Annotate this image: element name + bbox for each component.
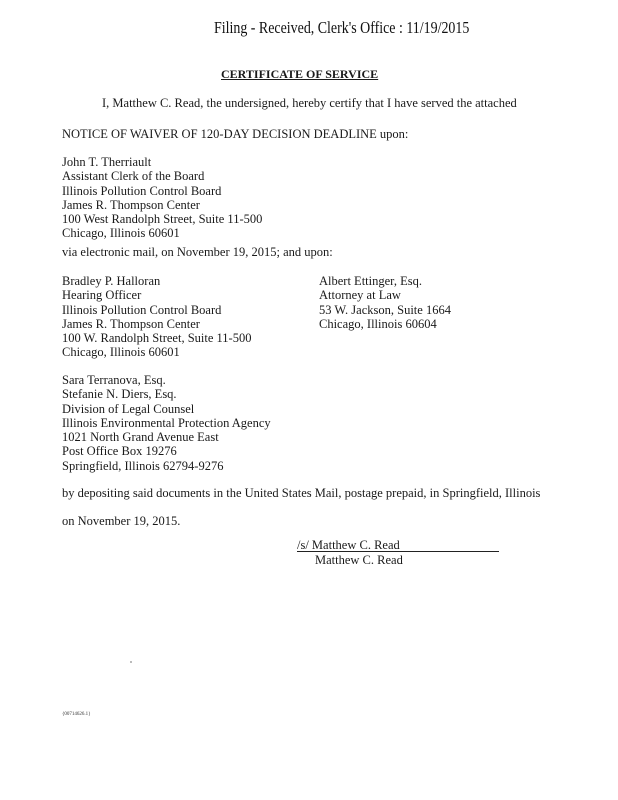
address-line: Bradley P. Halloran xyxy=(62,274,161,288)
recipient-iepa xyxy=(62,373,271,473)
scan-speck xyxy=(130,661,132,663)
signer-name: Matthew C. Read xyxy=(315,553,403,567)
address-line: Hearing Officer xyxy=(62,288,142,303)
address-line: Springfield, Illinois 62794-9276 xyxy=(62,458,224,473)
electronic-signature: /s/ Matthew C. Read xyxy=(297,538,400,552)
address-line: Chicago, Illinois 60601 xyxy=(62,345,180,360)
address-line: Stefanie N. Diers, Esq. xyxy=(62,387,177,402)
address-line: Chicago, Illinois 60601 xyxy=(62,226,180,241)
address-line: Illinois Pollution Control Board xyxy=(62,302,222,317)
address-line: Division of Legal Counsel xyxy=(62,401,195,416)
signature-underline xyxy=(297,551,499,552)
recipient-therriault xyxy=(62,155,262,241)
document-code: {00714626.1} xyxy=(62,712,91,717)
address-line: 53 W. Jackson, Suite 1664 xyxy=(319,302,451,317)
address-line: Sara Terranova, Esq. xyxy=(62,373,166,387)
address-line: Chicago, Illinois 60604 xyxy=(319,316,437,331)
page-title: CERTIFICATE OF SERVICE xyxy=(221,67,379,81)
address-line: James R. Thompson Center xyxy=(62,197,200,212)
address-line: Illinois Environmental Protection Agency xyxy=(62,415,271,430)
address-line: 1021 North Grand Avenue East xyxy=(62,430,219,445)
recipient-ettinger xyxy=(319,274,451,331)
address-line: James R. Thompson Center xyxy=(62,316,200,331)
address-line: Assistant Clerk of the Board xyxy=(62,169,205,184)
address-line: Attorney at Law xyxy=(319,288,401,303)
filing-stamp: Filing - Received, Clerk's Office : 11/19/2015 xyxy=(214,18,470,37)
address-line: Post Office Box 19276 xyxy=(62,444,177,459)
recipient-halloran xyxy=(62,274,251,360)
address-line: 100 W. Randolph Street, Suite 11-500 xyxy=(62,331,252,346)
address-line: Illinois Pollution Control Board xyxy=(62,183,222,198)
notice-line: NOTICE OF WAIVER OF 120-DAY DECISION DEADLINE upon: xyxy=(62,127,409,141)
address-line: John T. Therriault xyxy=(62,155,152,169)
address-line: Albert Ettinger, Esq. xyxy=(319,274,422,288)
via-email-line: via electronic mail, on November 19, 2015; and upon: xyxy=(62,245,333,259)
date-line: on November 19, 2015. xyxy=(62,514,181,528)
address-line: 100 West Randolph Street, Suite 11-500 xyxy=(62,212,263,227)
deposit-paragraph: by depositing said documents in the United States Mail, postage prepaid, in Springfield, Illinois xyxy=(62,486,541,500)
intro-paragraph: I, Matthew C. Read, the undersigned, hereby certify that I have served the attached xyxy=(102,96,517,110)
